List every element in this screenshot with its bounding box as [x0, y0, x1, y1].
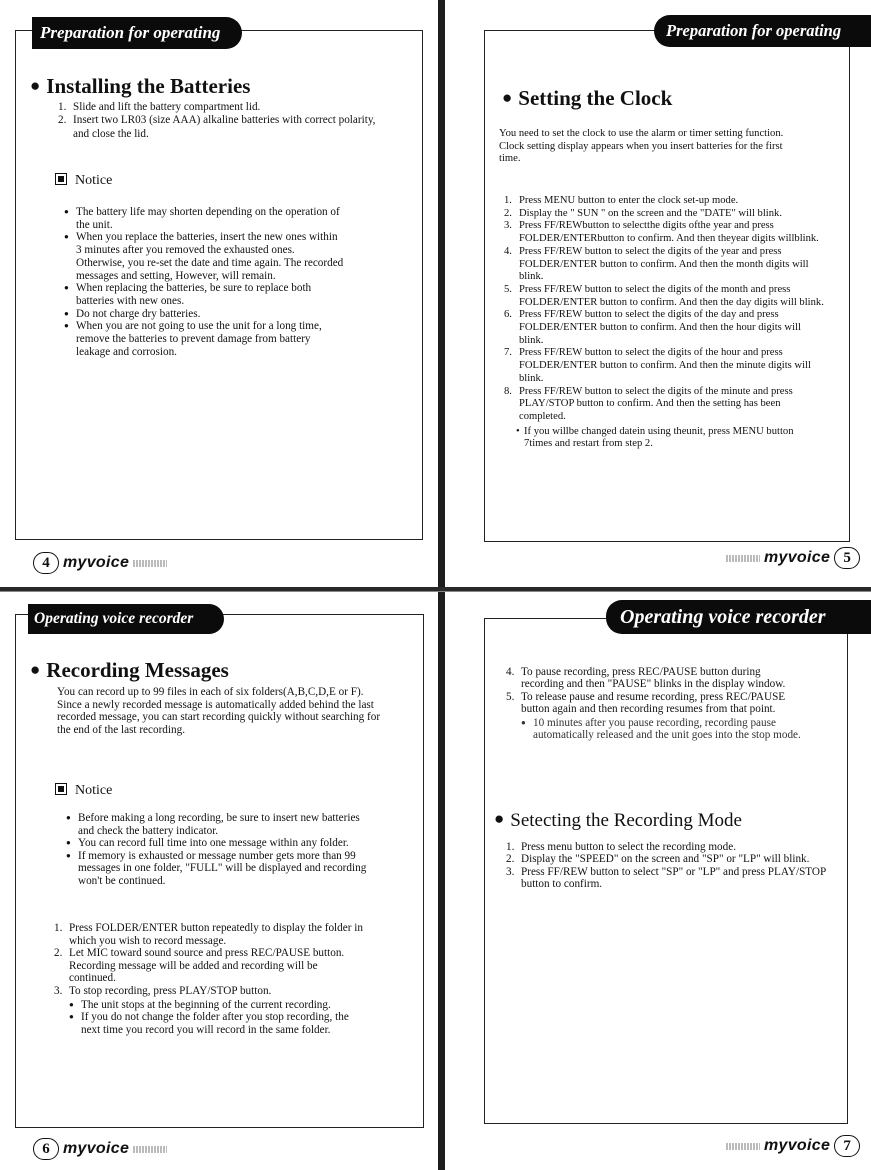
page-7	[444, 592, 871, 1170]
brand-logo: myvoice	[63, 1140, 130, 1157]
step-item: 5. Press FF/REW button to select the digits of the month and press FOLDER/ENTER button to confirm. And then the day digits will blink.	[504, 283, 824, 308]
page-title: ● Setting the Clock	[502, 86, 673, 110]
page-footer	[33, 552, 167, 574]
section-banner: Operating voice recorder	[606, 600, 871, 634]
bullet-icon: ●	[30, 660, 41, 679]
steps-list	[54, 922, 364, 1036]
section-banner: Operating voice recorder	[28, 604, 224, 634]
page-footer	[33, 1138, 167, 1160]
sub-note-item: ● If you do not change the folder after you stop recording, the next time you record you will record in the same folder.	[69, 1011, 364, 1036]
steps-list	[504, 195, 824, 451]
page-number: 4	[33, 552, 59, 574]
intro-line: Clock setting display appears when you insert batteries for the first time.	[499, 140, 783, 165]
page-5	[444, 0, 871, 588]
footer-stripe	[726, 555, 760, 562]
intro-line: Since a newly recorded message is automatically added behind the last recorded message, you can start recording quickly without searching for the end of the last recording.	[57, 698, 381, 736]
page-number: 5	[834, 547, 860, 569]
step-item: 5. To release pause and resume recording, press REC/PAUSE button again and then recording resumes from that point.	[506, 690, 786, 716]
step-item: 1. Slide and lift the battery compartment lid.	[58, 101, 261, 113]
page-title: ● Installing the Batteries	[30, 74, 251, 98]
section-banner: Preparation for operating	[654, 15, 871, 47]
notice-item: ● Do not charge dry batteries.	[64, 308, 344, 321]
brand-logo: myvoice	[764, 549, 831, 566]
notice-item: ● The battery life may shorten depending on the operation of the unit.	[64, 206, 344, 231]
step-item: 7. Press FF/REW button to select the digits of the hour and press FOLDER/ENTER button to confirm. And then the minute digits will blink.	[504, 347, 811, 384]
step-item: 2. Let MIC toward sound source and press REC/PAUSE button. Recording message will be added and recording will be continued.	[54, 947, 345, 985]
step-item: 3. Press FF/REWbutton to selectthe digits ofthe year and press FOLDER/ENTERbutton to confirm. And then theyear digits willblink.	[504, 220, 819, 245]
step-item: 3. Press FF/REW button to select "SP" or "LP" and press PLAY/STOP button to confirm.	[506, 865, 826, 891]
intro-text	[57, 686, 387, 736]
intro-text	[499, 128, 799, 166]
page-number: 6	[33, 1138, 59, 1160]
step-item: 6. Press FF/REW button to select the digits of the day and press FOLDER/ENTER button to confirm. And then the hour digits will blink.	[504, 309, 801, 346]
step-item: 1. Press FOLDER/ENTER button repeatedly to display the folder in which you wish to record message.	[54, 922, 363, 947]
step-item: 2. Insert two LR03 (size AAA) alkaline batteries with correct polarity, and close the lid.	[58, 114, 376, 140]
step-item: 1. Press MENU button to enter the clock set-up mode.	[504, 195, 739, 206]
pause-note: ● 10 minutes after you pause recording, recording pause automatically released and the unit goes into the stop mode.	[521, 717, 806, 742]
page-4	[0, 0, 440, 588]
intro-line: You can record up to 99 files in each of six folders(A,B,C,D,E or F).	[57, 686, 364, 698]
notice-item: ● If memory is exhausted or message number gets more than 99 messages in one folder, "FULL" will be displayed and recording won't be continued.	[66, 850, 376, 888]
bullet-icon: ●	[30, 76, 41, 95]
notice-item: ● You can record full time into one message within any folder.	[66, 837, 376, 850]
step-item: 2. Display the "SPEED" on the screen and "SP" or "LP" will blink.	[506, 853, 810, 866]
notice-list	[66, 811, 376, 888]
notice-box-icon	[55, 173, 67, 185]
step-item: 4. Press FF/REW button to select the digits of the year and press FOLDER/ENTER button to confirm. And then the month digits will blink.	[504, 245, 809, 283]
page-number: 7	[834, 1135, 860, 1157]
page-title: ● Recording Messages	[30, 658, 229, 682]
notice-item: ● Before making a long recording, be sure to insert new batteries and check the battery indicator.	[66, 812, 376, 837]
footer-stripe	[133, 560, 167, 567]
notice-item: ● When replacing the batteries, be sure to replace both batteries with new ones.	[64, 282, 344, 307]
step-item: 3. To stop recording, press PLAY/STOP button. ● The unit stops at the beginning of the current recording. ● If you do not change the folder after you stop recording, the next time you record you will record in the same folder.	[54, 985, 364, 1036]
bullet-icon: ●	[502, 88, 513, 107]
steps-list-b	[506, 841, 826, 891]
page-footer	[726, 1135, 860, 1157]
section-banner: Preparation for operating	[32, 17, 242, 49]
notice-heading: Notice	[55, 782, 112, 799]
step-item: 2. Display the " SUN " on the screen and the "DATE" will blink.	[504, 207, 782, 219]
step-item: 8. Press FF/REW button to select the digits of the minute and press PLAY/STOP button to confirm. And then the setting has been completed.	[504, 385, 793, 422]
brand-logo: myvoice	[63, 554, 130, 571]
step-item: 1. Press menu button to select the recording mode.	[506, 841, 736, 853]
step-item: 4. To pause recording, press REC/PAUSE button during recording and then "PAUSE" blinks in the display window.	[506, 666, 786, 691]
notice-item: ● When you are not going to use the unit for a long time, remove the batteries to prevent damage from battery leakage and corrosion.	[64, 320, 344, 358]
notice-item: ● When you replace the batteries, insert the new ones within 3 minutes after you removed the exhausted ones. Otherwise, you re-set the date and time again. The recorded messages and setting, However, will remain.	[64, 231, 344, 282]
notice-list	[64, 205, 344, 358]
clock-note: • If you willbe changed datein using theunit, press MENU button 7times and restart from step 2.	[516, 425, 794, 450]
sub-note-item: ● The unit stops at the beginning of the current recording.	[69, 999, 364, 1012]
footer-stripe	[726, 1143, 760, 1150]
bullet-icon: ●	[494, 809, 505, 828]
notice-heading: Notice	[55, 172, 112, 189]
steps-list-a	[506, 666, 806, 741]
intro-line: You need to set the clock to use the alarm or timer setting function.	[499, 128, 784, 139]
footer-stripe	[133, 1146, 167, 1153]
notice-box-icon	[55, 783, 67, 795]
page-footer	[726, 547, 860, 569]
section-title: ● Setecting the Recording Mode	[494, 809, 742, 831]
brand-logo: myvoice	[764, 1137, 831, 1154]
steps-list	[58, 101, 378, 141]
page-6	[0, 592, 440, 1170]
